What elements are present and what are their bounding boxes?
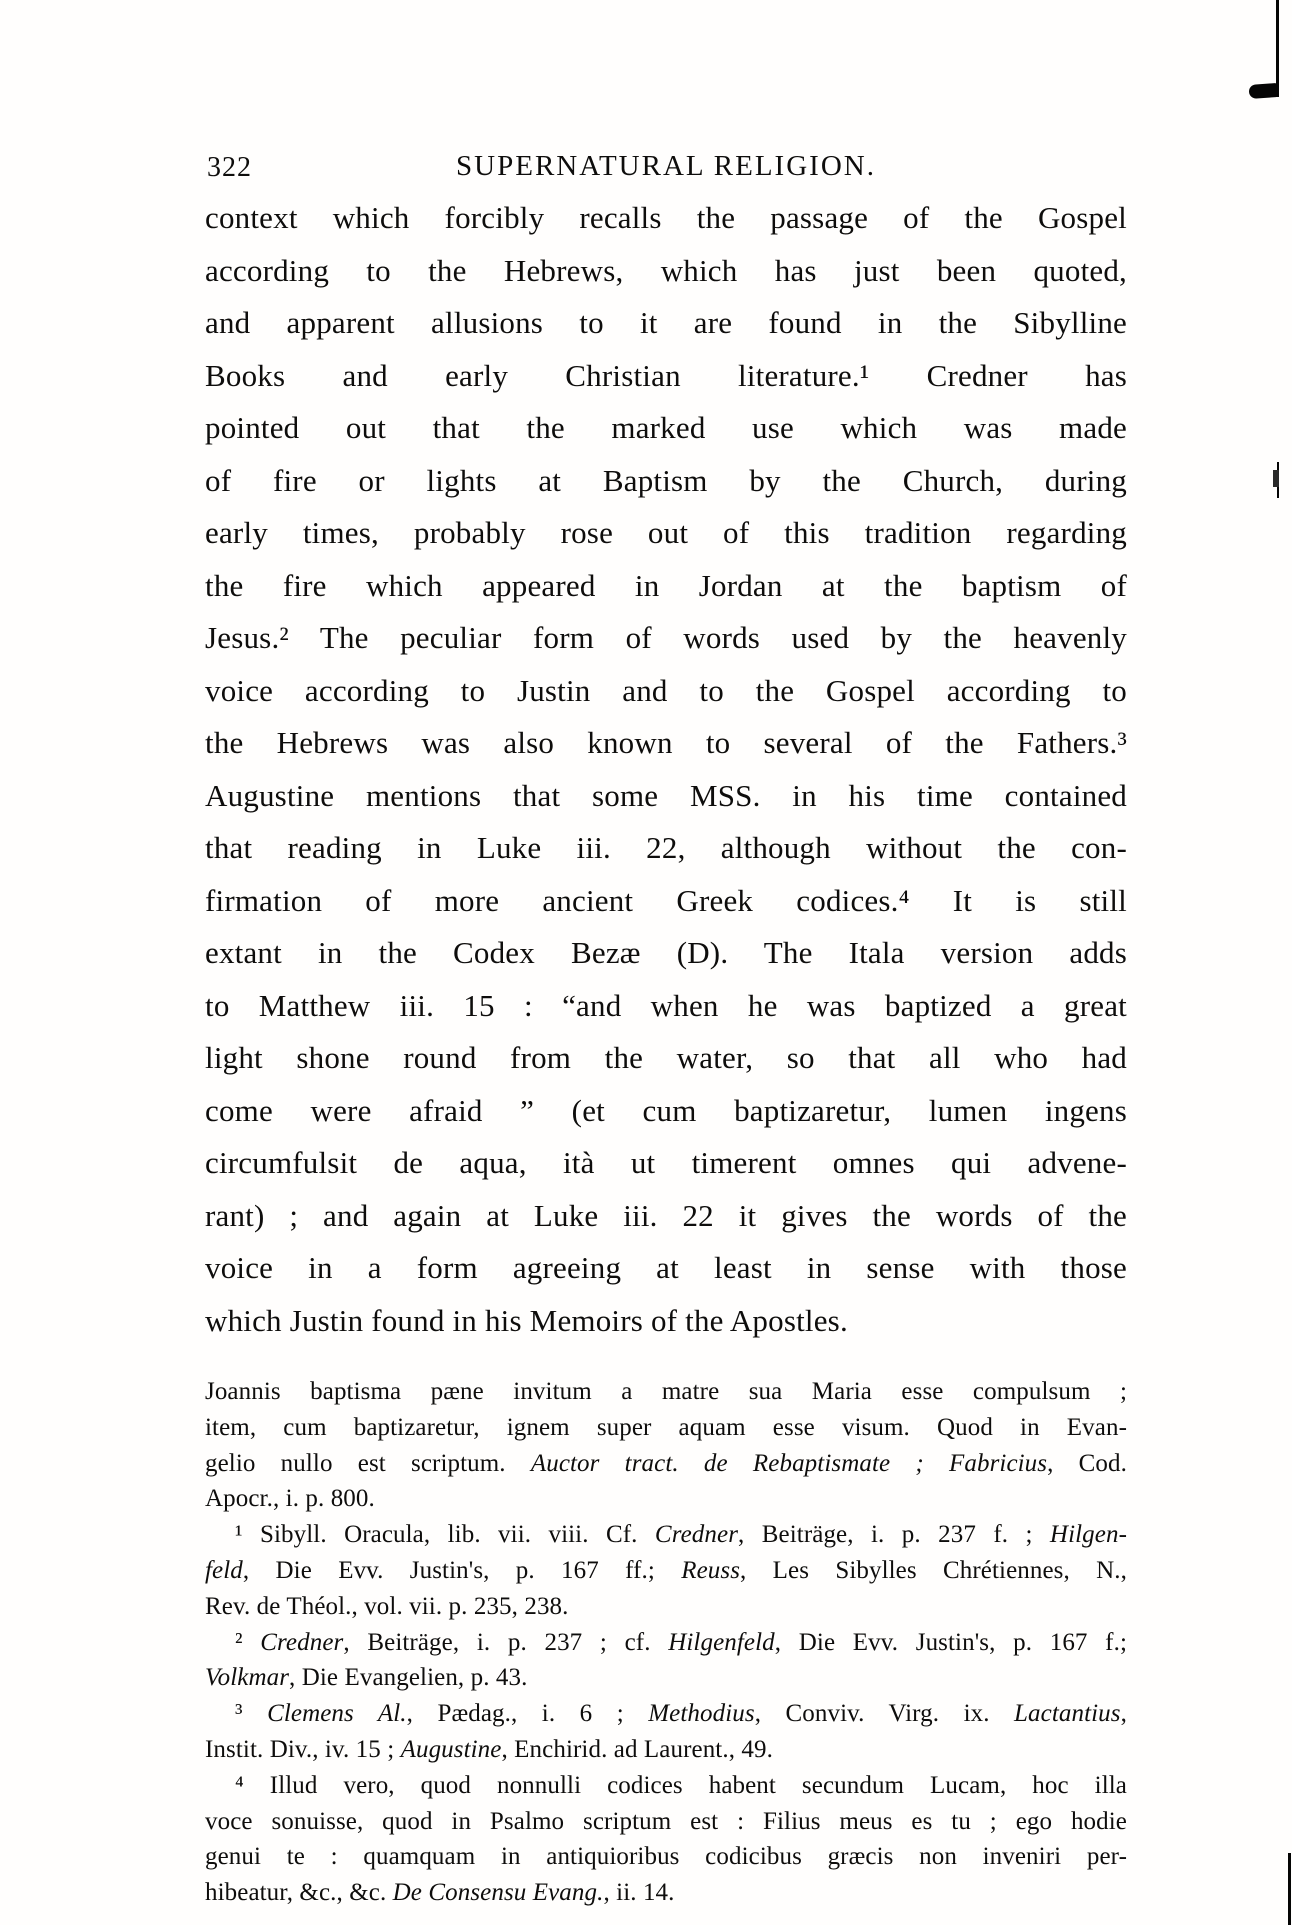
text-run: that reading in Luke iii. 22, although without the con- — [205, 830, 1127, 865]
text-run: early times, probably rose out of this tradition regarding — [205, 515, 1127, 550]
body-text-line — [205, 192, 1127, 245]
text-run: Rev. de Théol., vol. vii. p. 235, 238. — [205, 1592, 569, 1620]
text-run: extant in the Codex Bezæ (D). The Itala version adds — [205, 935, 1127, 970]
text-run: rant) ; and again at Luke iii. 22 it gives the words of the — [205, 1197, 1127, 1233]
footnote-line — [205, 1768, 1127, 1804]
text-run: of fire or lights at Baptism by the Church, during — [205, 462, 1127, 498]
body-text-line — [205, 402, 1127, 455]
text-run: light shone round from the water, so that all who had — [205, 1040, 1127, 1075]
text-run: , Beiträge, i. p. 237 f. ; — [738, 1521, 1050, 1549]
italic-text-run: Credner — [654, 1521, 739, 1549]
footnote-line — [205, 1732, 1127, 1768]
text-run: Jesus.² The peculiar form of words used by the heavenly — [205, 620, 1127, 655]
text-run: genui te : quamquam in antiquioribus codicibus græcis non inveniri per- — [205, 1843, 1127, 1871]
text-run: , Cod. — [1047, 1449, 1127, 1477]
running-title: SUPERNATURAL RELIGION. — [456, 150, 876, 182]
italic-text-run: feld — [205, 1556, 243, 1584]
text-run: the fire which appeared in Jordan at the baptism of — [205, 567, 1127, 603]
text-run: context which forcibly recalls the passage of the Gospel — [205, 200, 1127, 235]
scan-artifact-edge-tick-bold — [1273, 470, 1279, 487]
text-run: , — [1120, 1700, 1127, 1728]
italic-text-run: Hilgen- — [1049, 1521, 1127, 1549]
text-run: , Beiträge, i. p. 237 ; cf. — [343, 1628, 669, 1656]
body-text-line — [205, 875, 1127, 928]
text-run: Instit. Div., iv. 15 ; — [205, 1735, 401, 1763]
body-text-line — [205, 560, 1127, 613]
italic-text-run: Credner — [260, 1628, 344, 1656]
text-run: voce sonuisse, quod in Psalmo scriptum est : Filius meus es tu ; ego hodie — [205, 1807, 1127, 1835]
body-text-line — [205, 1242, 1127, 1295]
text-run: ³ — [235, 1700, 268, 1728]
text-run: Augustine mentions that some MSS. in his time contained — [205, 777, 1127, 813]
text-run: voice in a form agreeing at least in sense with those — [205, 1250, 1127, 1285]
body-text-line — [205, 1032, 1127, 1085]
text-run: ² — [235, 1628, 261, 1656]
body-paragraph — [205, 192, 1127, 1347]
footnote-line — [205, 1517, 1127, 1553]
footnote-line — [205, 1589, 1127, 1625]
body-text-line — [205, 822, 1127, 875]
footnote-line — [205, 1660, 1127, 1696]
footnote-line — [205, 1625, 1127, 1661]
scan-artifact-edge-line-bottom — [1288, 1853, 1291, 1925]
page-header — [205, 150, 1127, 190]
body-text-line — [205, 980, 1127, 1033]
footnote-line — [205, 1553, 1127, 1589]
footnote-line — [205, 1804, 1127, 1840]
italic-text-run: Methodius — [648, 1700, 755, 1728]
footnote-line — [205, 1696, 1127, 1732]
text-run: firmation of more ancient Greek codices.⁴ It is still — [205, 882, 1127, 918]
text-run: , ii. 14. — [603, 1879, 675, 1907]
italic-text-run: Reuss — [681, 1556, 741, 1584]
body-text-line — [205, 245, 1127, 298]
italic-text-run: Auctor tract. de Rebaptismate ; Fabricius — [530, 1449, 1048, 1477]
footnote-line — [205, 1410, 1127, 1446]
footnote-line — [205, 1374, 1127, 1410]
text-run: which Justin found in his Memoirs of the Apostles. — [205, 1302, 848, 1338]
scan-artifact-edge-line-top — [1276, 0, 1279, 97]
body-text-line — [205, 1295, 1127, 1348]
text-run: Apocr., i. p. 800. — [205, 1485, 375, 1513]
text-run: to Matthew iii. 15 : “and when he was baptized a great — [205, 987, 1127, 1023]
text-run: hibeatur, &c., &c. — [205, 1879, 393, 1907]
text-run: Books and early Christian literature.¹ Credner has — [205, 357, 1127, 393]
text-run: , Die Evangelien, p. 43. — [289, 1664, 528, 1692]
text-run: Joannis baptisma pæne invitum a matre sua Maria esse compulsum ; — [205, 1378, 1127, 1405]
text-run: , Die Evv. Justin's, p. 167 ff.; — [242, 1556, 682, 1584]
text-run: , Les Sibylles Chrétiennes, N., — [740, 1556, 1127, 1584]
body-text-line — [205, 717, 1127, 770]
text-run: and apparent allusions to it are found in the Sibylline — [205, 305, 1127, 340]
page-number: 322 — [207, 152, 252, 183]
footnotes-section — [205, 1374, 1127, 1911]
body-text-line — [205, 350, 1127, 403]
body-text-line — [205, 1190, 1127, 1243]
body-text-line — [205, 297, 1127, 350]
italic-text-run: De Consensu Evang. — [392, 1879, 604, 1907]
text-run: voice according to Justin and to the Gospel according to — [205, 672, 1127, 708]
text-run: according to the Hebrews, which has just been quoted, — [205, 252, 1127, 288]
body-text-line — [205, 507, 1127, 560]
body-text-line — [205, 1085, 1127, 1138]
text-run: come were afraid ” (et cum baptizaretur, lumen ingens — [205, 1092, 1127, 1128]
text-run: , Pædag., i. 6 ; — [406, 1700, 649, 1728]
italic-text-run: Lactantius — [1014, 1700, 1121, 1728]
text-run: the Hebrews was also known to several of the Fathers.³ — [205, 725, 1127, 760]
text-run: gelio nullo est scriptum. — [205, 1449, 531, 1477]
italic-text-run: Clemens Al. — [267, 1700, 407, 1728]
text-run: , Enchirid. ad Laurent., 49. — [501, 1735, 773, 1763]
text-run: ⁴ Illud vero, quod nonnulli codices habent secundum Lucam, hoc illa — [235, 1771, 1127, 1799]
italic-text-run: Augustine — [400, 1735, 502, 1763]
body-text-line — [205, 770, 1127, 823]
text-run: circumfulsit de aqua, ità ut timerent omnes qui advene- — [205, 1145, 1127, 1180]
body-text-line — [205, 1137, 1127, 1190]
body-text-line — [205, 612, 1127, 665]
footnote-line — [205, 1446, 1127, 1482]
body-text-line — [205, 455, 1127, 508]
text-run: , Conviv. Virg. ix. — [754, 1700, 1015, 1728]
body-text-line — [205, 927, 1127, 980]
scan-artifact-ink-mark — [1249, 83, 1278, 99]
text-run: ¹ Sibyll. Oracula, lib. vii. viii. Cf. — [235, 1521, 655, 1549]
body-text-line — [205, 665, 1127, 718]
text-run: pointed out that the marked use which was made — [205, 410, 1127, 445]
footnote-line — [205, 1875, 1127, 1911]
footnote-line — [205, 1481, 1127, 1517]
italic-text-run: Volkmar — [205, 1664, 290, 1692]
italic-text-run: Hilgenfeld — [668, 1628, 775, 1656]
footnote-line — [205, 1839, 1127, 1875]
text-run: , Die Evv. Justin's, p. 167 f.; — [774, 1628, 1127, 1656]
text-run: item, cum baptizaretur, ignem super aquam esse visum. Quod in Evan- — [205, 1413, 1127, 1441]
